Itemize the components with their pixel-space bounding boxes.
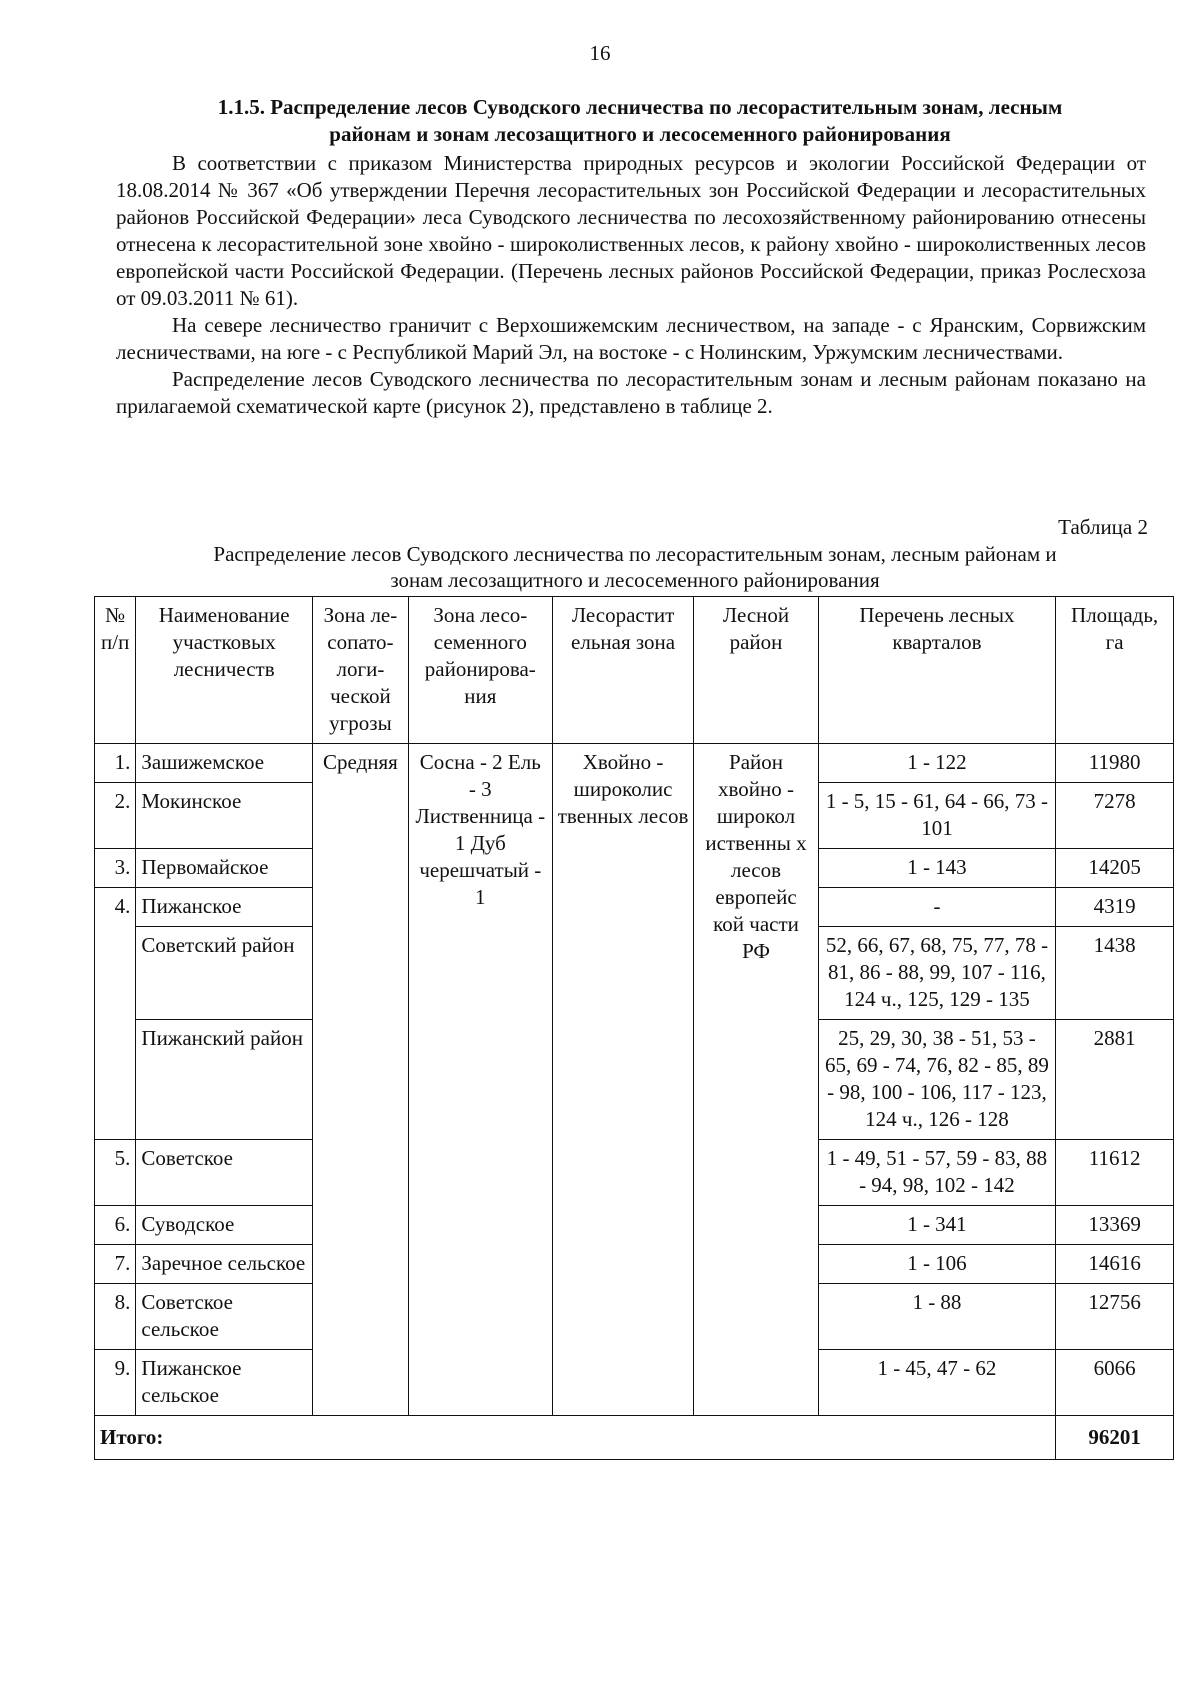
cell-pest-zone: Средняя [312,744,408,1416]
cell-area: 7278 [1056,783,1174,849]
cell-quarters: 1 - 5, 15 - 61, 64 - 66, 73 - 101 [818,783,1056,849]
cell-num: 2. [95,783,136,849]
cell-forest-district: Район хвойно - широкол иственны х лесов европейс кой части РФ [694,744,818,1416]
cell-num: 6. [95,1206,136,1245]
cell-quarters: 1 - 88 [818,1284,1056,1350]
cell-area: 2881 [1056,1020,1174,1140]
table-caption-line: зонам лесозащитного и лесосеменного районирования [390,568,880,592]
header-area: Площадь, га [1056,597,1174,744]
cell-quarters: 1 - 49, 51 - 57, 59 - 83, 88 - 94, 98, 102 - 142 [818,1140,1056,1206]
cell-quarters: 1 - 106 [818,1245,1056,1284]
header-name: Наименование участковых лесничеств [136,597,313,744]
table-row [95,744,1174,783]
cell-veg-zone: Хвойно - широколис твенных лесов [552,744,694,1416]
cell-area: 14205 [1056,849,1174,888]
cell-quarters: 1 - 45, 47 - 62 [818,1350,1056,1416]
cell-name: Мокинское [136,783,313,849]
cell-num: 4. [95,888,136,1140]
table-caption-line: Распределение лесов Суводского лесничества по лесорастительным зонам, лесным районам и [213,542,1057,566]
cell-num: 7. [95,1245,136,1284]
cell-num: 8. [95,1284,136,1350]
header-veg-zone: Лесорастит ельная зона [552,597,694,744]
cell-name: Суводское [136,1206,313,1245]
cell-area: 1438 [1056,927,1174,1020]
cell-quarters: 1 - 341 [818,1206,1056,1245]
header-forest-district: Лесной район [694,597,818,744]
cell-area: 6066 [1056,1350,1174,1416]
cell-seed-zone: Сосна - 2 Ель - 3 Лиственница - 1 Дуб черешчатый - 1 [408,744,552,1416]
cell-num: 5. [95,1140,136,1206]
total-label: Итого: [95,1416,1056,1460]
table-header-row [95,597,1174,744]
section-heading [120,94,1160,148]
header-pest-zone: Зона ле-сопато-логи-ческой угрозы [312,597,408,744]
cell-area: 12756 [1056,1284,1174,1350]
cell-area: 13369 [1056,1206,1174,1245]
paragraph: На севере лесничество граничит с Верхошижемским лесничеством, на западе - с Яранским, Сорвижским лесничествами, на юге - с Республикой Марий Эл, на востоке - с Нолинским, Уржумским лесничествами. [116,313,1146,364]
cell-name: Пижанское сельское [136,1350,313,1416]
cell-num: 3. [95,849,136,888]
cell-name: Зашижемское [136,744,313,783]
cell-quarters: 52, 66, 67, 68, 75, 77, 78 - 81, 86 - 88, 99, 107 - 116, 124 ч., 125, 129 - 135 [818,927,1056,1020]
cell-quarters: - [818,888,1056,927]
cell-name: Советское сельское [136,1284,313,1350]
total-area: 96201 [1056,1416,1174,1460]
cell-num: 9. [95,1350,136,1416]
cell-area: 14616 [1056,1245,1174,1284]
body-text [116,150,1146,420]
cell-name: Пижанский район [136,1020,313,1140]
cell-name: Советское [136,1140,313,1206]
table-caption [95,541,1175,593]
section-heading-line: 1.1.5. Распределение лесов Суводского лесничества по лесорастительным зонам, лесным [217,95,1063,119]
forest-distribution-table [94,596,1174,1460]
paragraph: Распределение лесов Суводского лесничества по лесорастительным зонам и лесным районам показано на прилагаемой схематической карте (рисунок 2), представлено в таблице 2. [116,367,1146,418]
cell-name: Советский район [136,927,313,1020]
cell-quarters: 1 - 122 [818,744,1056,783]
cell-name: Пижанское [136,888,313,927]
cell-area: 4319 [1056,888,1174,927]
cell-area: 11980 [1056,744,1174,783]
cell-num: 1. [95,744,136,783]
table-label: Таблица 2 [1058,515,1148,539]
cell-area: 11612 [1056,1140,1174,1206]
table-total-row [95,1416,1174,1460]
cell-quarters: 25, 29, 30, 38 - 51, 53 - 65, 69 - 74, 76, 82 - 85, 89 - 98, 100 - 106, 117 - 123, 124 ч., 126 - 128 [818,1020,1056,1140]
section-heading-line: районам и зонам лесозащитного и лесосеменного районирования [329,122,951,146]
cell-name: Заречное сельское [136,1245,313,1284]
header-seed-zone: Зона лесо-семенного районирова-ния [408,597,552,744]
paragraph: В соответствии с приказом Министерства природных ресурсов и экологии Российской Федерации от 18.08.2014 № 367 «Об утверждении Перечня лесорастительных зон Российской Федерации и лесорастительных районов Российской Федерации» леса Суводского лесничества по лесохозяйственному районированию отнесены отнесена к лесорастительной зоне хвойно - широколиственных лесов, к району хвойно - широколиственных лесов европейской части Российской Федерации. (Перечень лесных районов Российской Федерации, приказ Рослесхоза от 09.03.2011 № 61). [116,151,1146,310]
page-number: 16 [589,41,611,65]
cell-quarters: 1 - 143 [818,849,1056,888]
cell-name: Первомайское [136,849,313,888]
header-quarters: Перечень лесных кварталов [818,597,1056,744]
header-num: № п/п [95,597,136,744]
